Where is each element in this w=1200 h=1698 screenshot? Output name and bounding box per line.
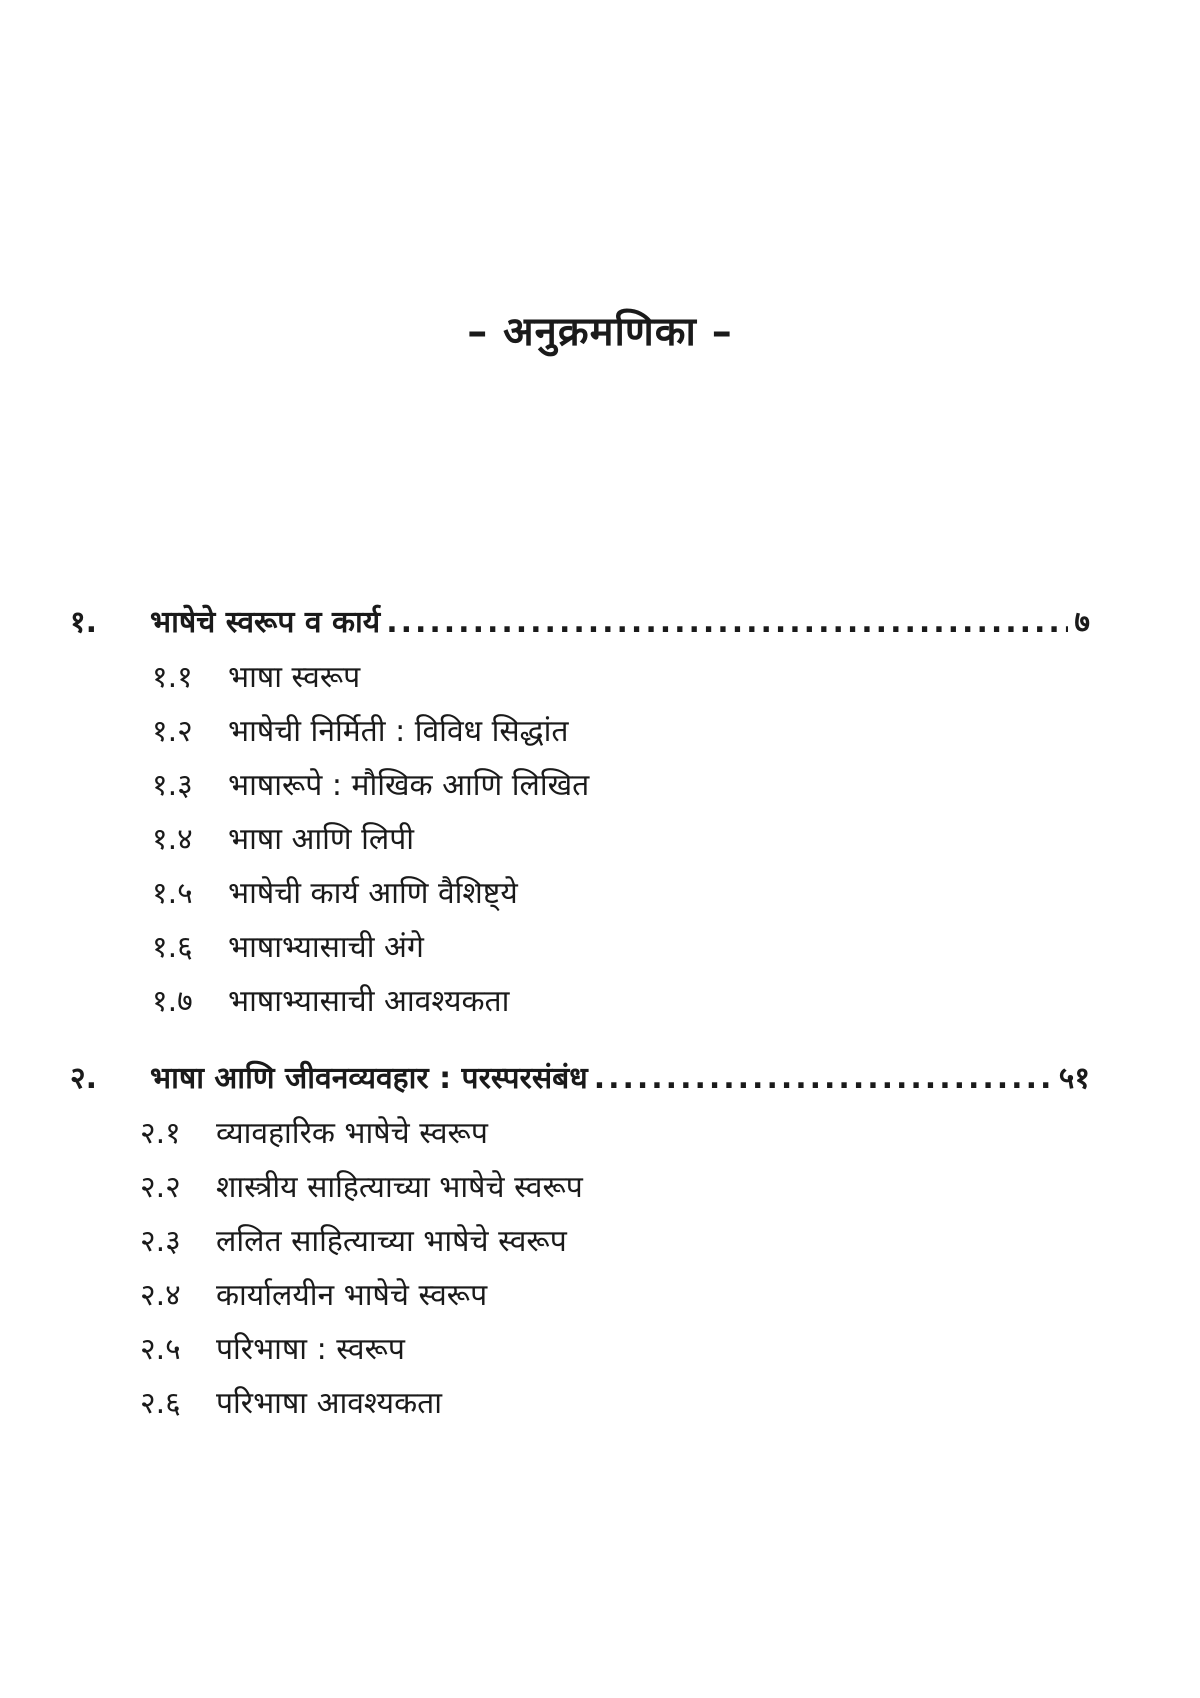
section-title: भाषाभ्यासाची अंगे [228,930,424,965]
section-title: भाषेची कार्य आणि वैशिष्ट्ये [228,876,518,911]
section-number: १.७ [152,984,193,1019]
section-number: २.५ [140,1332,181,1367]
section-number: १.५ [152,876,193,911]
section-number: १.६ [152,930,193,965]
section-list [70,651,1090,1029]
chapter-2 [70,1051,1090,1431]
chapter-title: भाषेचे स्वरूप व कार्य [150,605,381,640]
chapter-page-number: ५१ [1058,1061,1090,1096]
section-item [140,1161,1090,1215]
section-number: १.३ [152,768,193,803]
section-item [140,1323,1090,1377]
chapter-page-number: ७ [1074,605,1090,640]
dot-leader [594,1051,1053,1107]
section-number: २.६ [140,1386,181,1421]
chapter-number: २. [70,1061,97,1096]
section-title: कार्यालयीन भाषेचे स्वरूप [216,1278,488,1313]
table-of-contents [70,595,1090,1453]
section-title: भाषारूपे : मौखिक आणि लिखित [228,768,590,803]
section-item [152,921,1090,975]
section-title: भाषा आणि लिपी [228,822,415,857]
section-number: २.१ [140,1116,181,1151]
page-title: – अनुक्रमणिका – [467,309,733,355]
section-item [152,813,1090,867]
section-title: भाषाभ्यासाची आवश्यकता [228,984,510,1019]
section-item [140,1215,1090,1269]
section-number: १.२ [152,714,193,749]
section-title: परिभाषा : स्वरूप [216,1332,405,1367]
section-title: शास्त्रीय साहित्याच्या भाषेचे स्वरूप [216,1170,583,1205]
section-list [70,1107,1090,1431]
section-title: व्यावहारिक भाषेचे स्वरूप [216,1116,488,1151]
section-number: १.४ [152,822,193,857]
section-number: १.१ [152,660,193,695]
section-title: भाषा स्वरूप [228,660,361,695]
section-number: २.३ [140,1224,181,1259]
section-item [140,1269,1090,1323]
dot-leader [386,595,1068,651]
section-title: ललित साहित्याच्या भाषेचे स्वरूप [216,1224,567,1259]
chapter-title: भाषा आणि जीवनव्यवहार : परस्परसंबंध [150,1061,588,1096]
chapter-number: १. [70,605,97,640]
section-title: परिभाषा आवश्यकता [216,1386,442,1421]
chapter-heading [70,1051,1090,1107]
section-number: २.२ [140,1170,181,1205]
chapter-heading [70,595,1090,651]
section-item [152,705,1090,759]
section-item [140,1377,1090,1431]
section-title: भाषेची निर्मिती : विविध सिद्धांत [228,714,569,749]
section-number: २.४ [140,1278,181,1313]
section-item [140,1107,1090,1161]
chapter-1 [70,595,1090,1029]
section-item [152,651,1090,705]
section-item [152,975,1090,1029]
section-item [152,759,1090,813]
section-item [152,867,1090,921]
